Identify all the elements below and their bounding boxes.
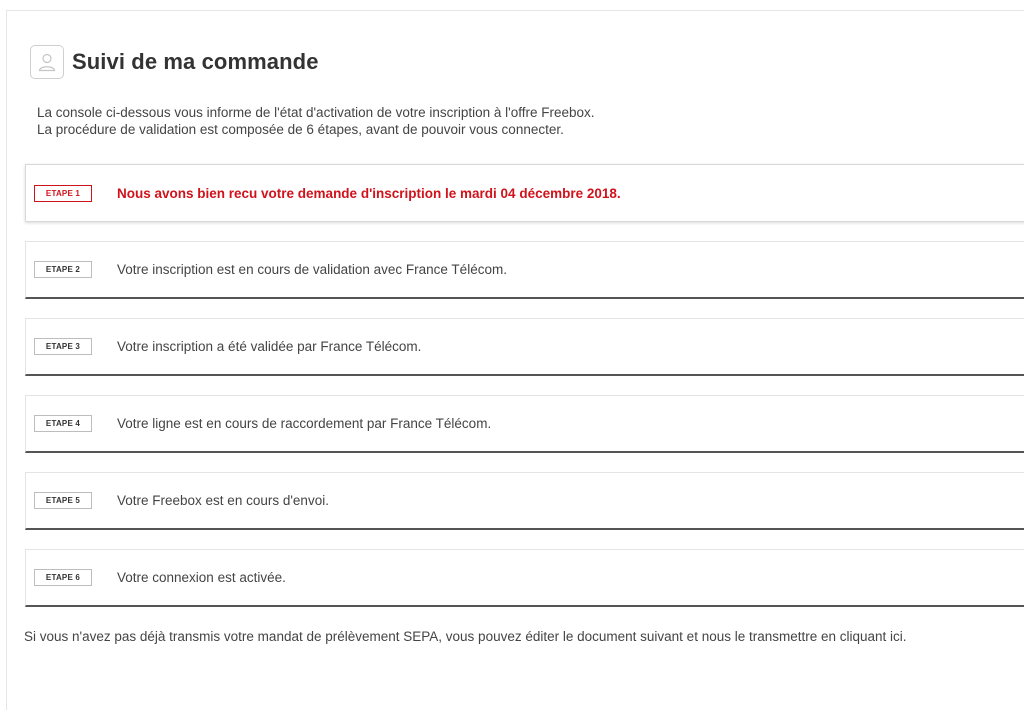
step-5-badge: ETAPE 5	[34, 492, 92, 509]
step-4	[25, 395, 1024, 453]
intro-line-1: La console ci-dessous vous informe de l'état d'activation de votre inscription à l'offre Freebox.	[37, 105, 595, 120]
step-2-text: Votre inscription est en cours de validation avec France Télécom.	[117, 262, 507, 277]
step-4-text: Votre ligne est en cours de raccordement par France Télécom.	[117, 416, 492, 431]
step-2	[25, 241, 1024, 299]
sepa-notice[interactable]: Si vous n'avez pas déjà transmis votre mandat de prélèvement SEPA, vous pouvez éditer le document suivant et nous le transmettre en cliquant ici.	[24, 629, 907, 644]
intro-line-2: La procédure de validation est composée de 6 étapes, avant de pouvoir vous connecter.	[37, 122, 564, 137]
step-3	[25, 318, 1024, 376]
step-3-text: Votre inscription a été validée par France Télécom.	[117, 339, 422, 354]
step-6-badge: ETAPE 6	[34, 569, 92, 586]
page-header	[30, 44, 319, 80]
step-1	[25, 164, 1024, 222]
step-5	[25, 472, 1024, 530]
step-6	[25, 549, 1024, 607]
intro-text	[37, 104, 595, 138]
step-2-badge: ETAPE 2	[34, 261, 92, 278]
page-title: Suivi de ma commande	[72, 49, 319, 74]
step-3-badge: ETAPE 3	[34, 338, 92, 355]
step-1-text: Nous avons bien recu votre demande d'inscription le mardi 04 décembre 2018.	[117, 185, 621, 201]
step-4-badge: ETAPE 4	[34, 415, 92, 432]
user-icon	[30, 45, 64, 79]
step-5-text: Votre Freebox est en cours d'envoi.	[117, 493, 329, 508]
step-1-badge: ETAPE 1	[34, 185, 92, 202]
step-6-text: Votre connexion est activée.	[117, 570, 286, 585]
